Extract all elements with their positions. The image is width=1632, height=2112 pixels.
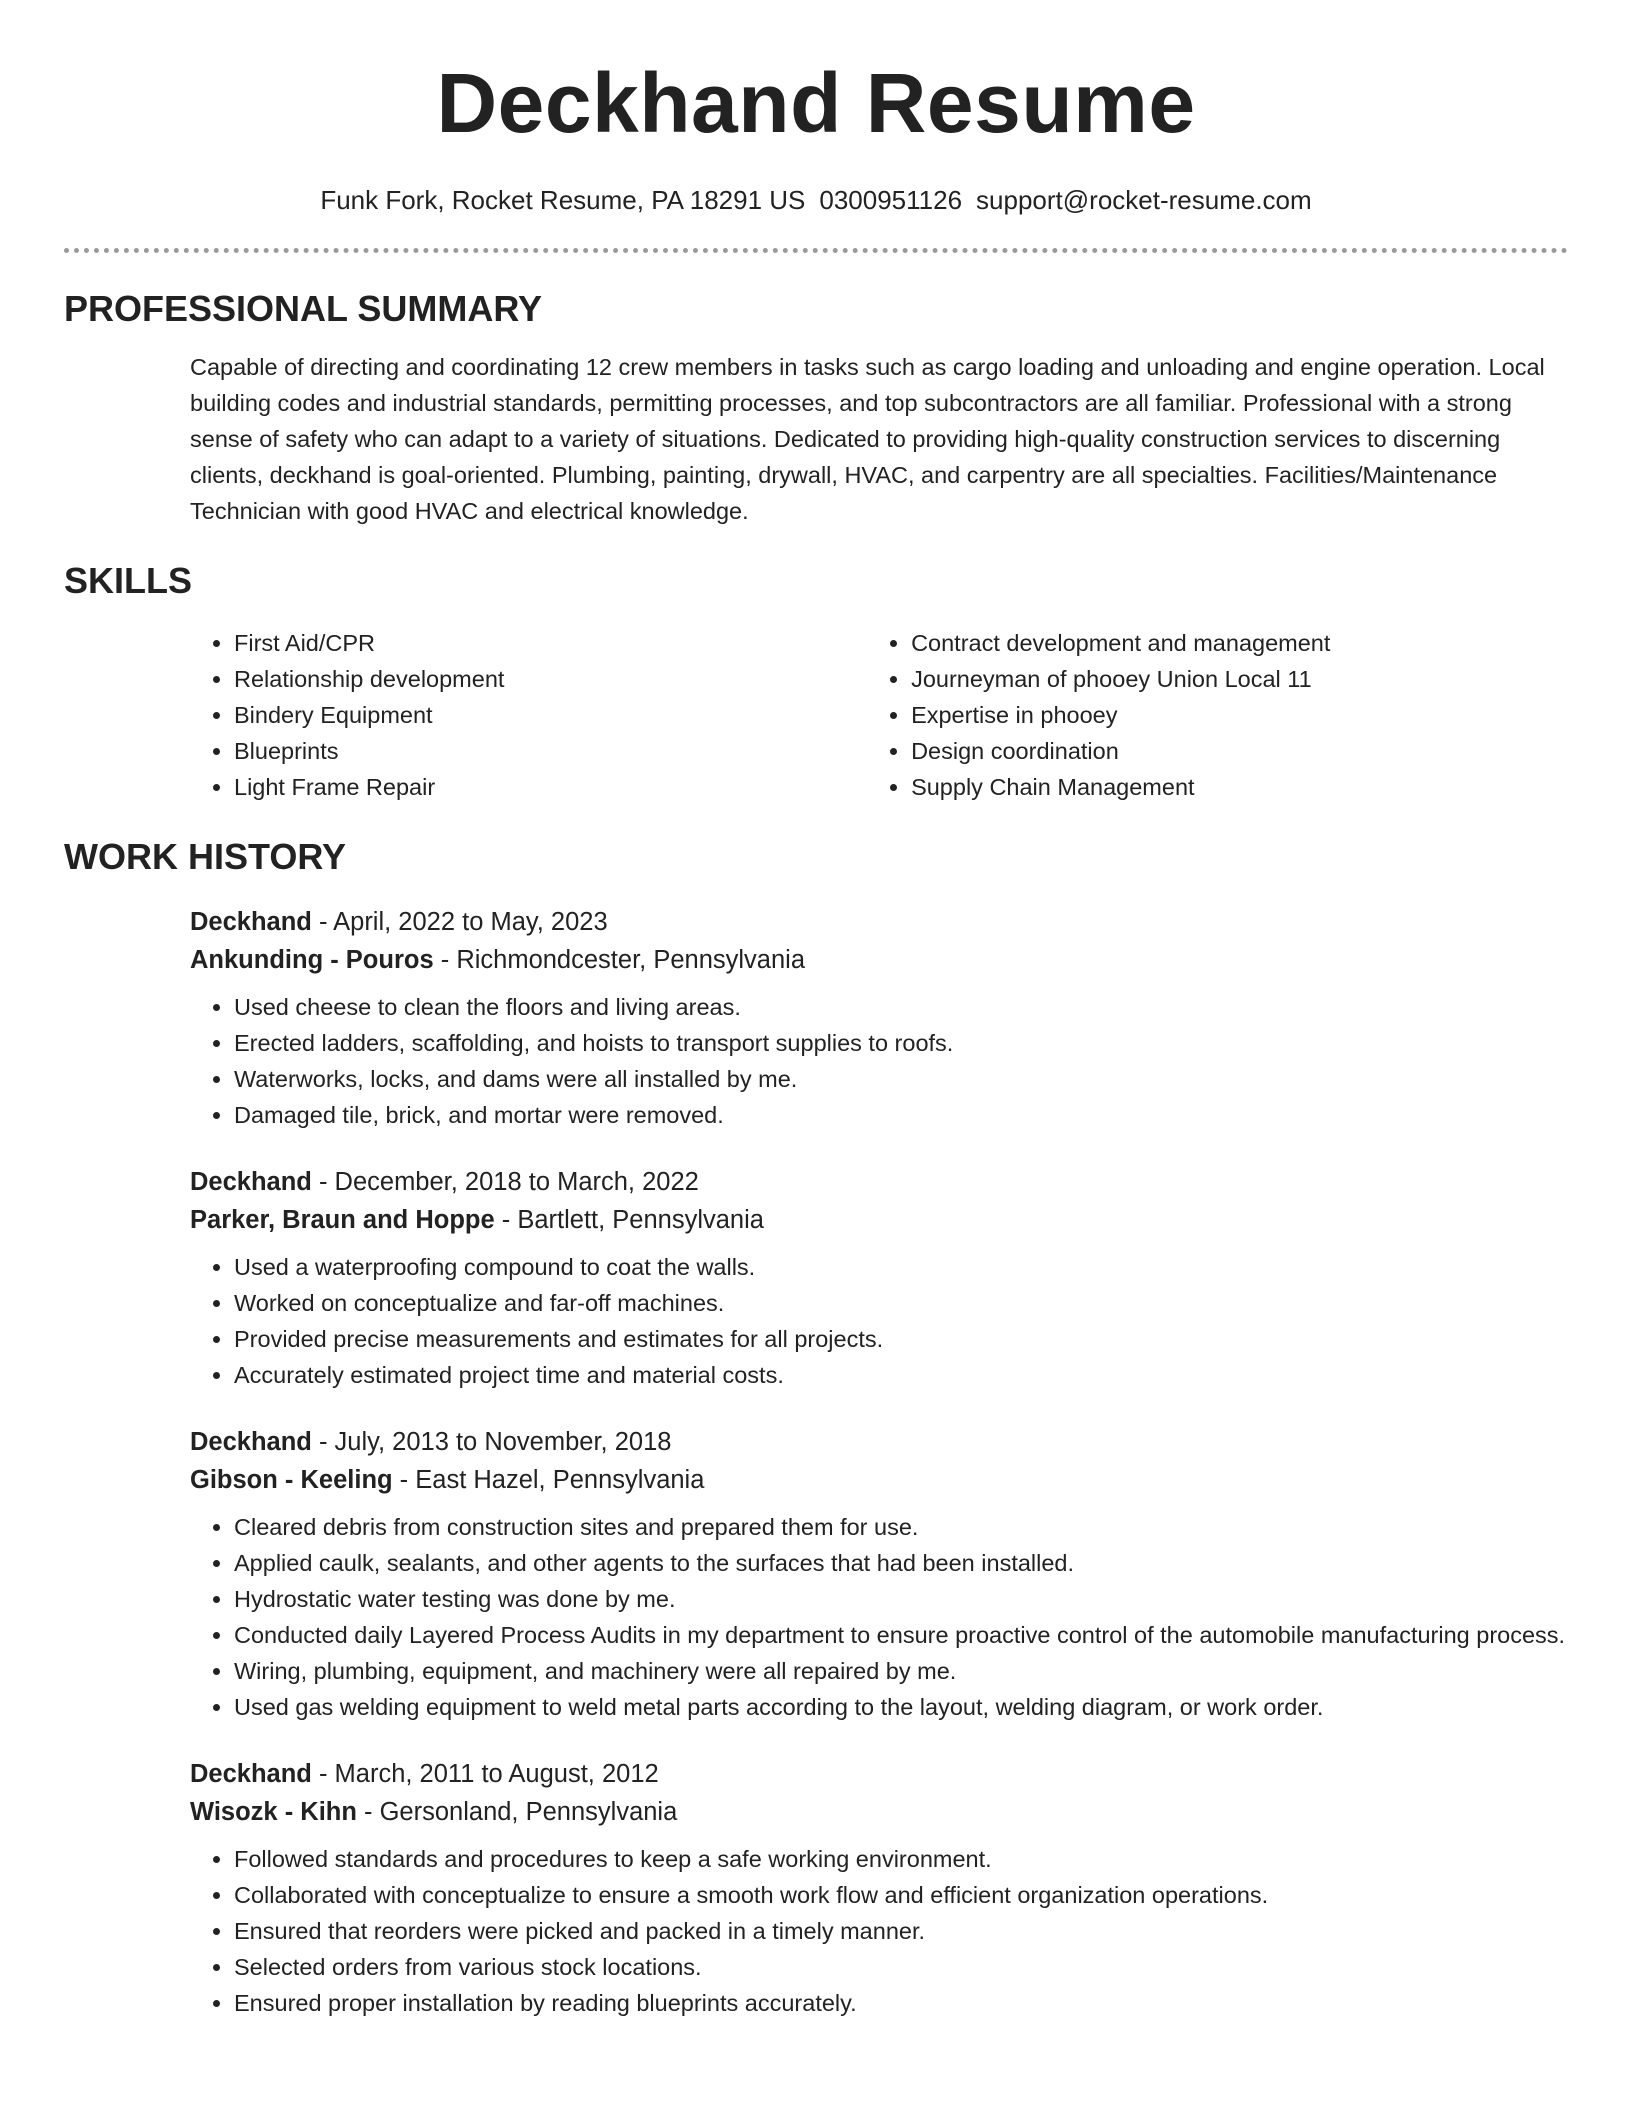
job-entry: [190, 1163, 1568, 1393]
job-dates: - December, 2018 to March, 2022: [311, 1168, 699, 1196]
job-bullet: • Damaged tile, brick, and mortar were removed.: [234, 1097, 1568, 1133]
job-title-line: [190, 903, 1568, 941]
job-bullet: • Hydrostatic water testing was done by me.: [234, 1581, 1568, 1617]
skills-heading: SKILLS: [64, 560, 193, 601]
job-title: Deckhand: [190, 1760, 312, 1788]
job-title: Deckhand: [190, 1168, 312, 1196]
job-bullet: • Erected ladders, scaffolding, and hoists to transport supplies to roofs.: [234, 1025, 1568, 1061]
job-bullets: [190, 989, 1568, 1133]
job-bullet: • Used a waterproofing compound to coat the walls.: [234, 1249, 1568, 1285]
skill-item: • Light Frame Repair: [234, 769, 867, 805]
resume-page: [64, 0, 1568, 2021]
job-company: Wisozk - Kihn: [190, 1798, 357, 1826]
skill-item: • Contract development and management: [911, 625, 1568, 661]
job-title: Deckhand: [190, 908, 312, 936]
skill-item: • Design coordination: [911, 733, 1568, 769]
contact-email: support@rocket-resume.com: [976, 185, 1312, 215]
job-dates: - April, 2022 to May, 2023: [311, 908, 608, 936]
job-company: Parker, Braun and Hoppe: [190, 1206, 495, 1234]
job-bullets: [190, 1249, 1568, 1393]
job-bullet: • Cleared debris from construction sites and prepared them for use.: [234, 1509, 1568, 1545]
skills-column-left: [190, 625, 867, 805]
work-history-heading: WORK HISTORY: [64, 836, 347, 877]
job-company-line: [190, 941, 1568, 979]
job-bullets: [190, 1841, 1568, 2021]
job-bullet: • Wiring, plumbing, equipment, and machinery were all repaired by me.: [234, 1653, 1568, 1689]
skills-column-right: [867, 625, 1568, 805]
contact-phone: 0300951126: [819, 185, 963, 215]
job-bullet: • Used cheese to clean the floors and living areas.: [234, 989, 1568, 1025]
skills-grid: [190, 625, 1568, 805]
job-company-line: [190, 1461, 1568, 1499]
job-entry: [190, 1423, 1568, 1725]
skill-item: • Expertise in phooey: [911, 697, 1568, 733]
resume-title: Deckhand Resume: [436, 56, 1196, 150]
job-location: - Richmondcester, Pennsylvania: [433, 946, 805, 974]
job-bullet: • Accurately estimated project time and material costs.: [234, 1357, 1568, 1393]
job-title-line: [190, 1163, 1568, 1201]
job-company-line: [190, 1201, 1568, 1239]
job-title-line: [190, 1755, 1568, 1793]
job-bullet: • Collaborated with conceptualize to ensure a smooth work flow and efficient organization operations.: [234, 1877, 1568, 1913]
job-bullet: • Ensured that reorders were picked and packed in a timely manner.: [234, 1913, 1568, 1949]
job-bullet: • Waterworks, locks, and dams were all installed by me.: [234, 1061, 1568, 1097]
job-title: Deckhand: [190, 1428, 312, 1456]
job-bullet: • Ensured proper installation by reading blueprints accurately.: [234, 1985, 1568, 2021]
contact-line: [64, 184, 1568, 216]
job-bullet: • Followed standards and procedures to keep a safe working environment.: [234, 1841, 1568, 1877]
contact-address: Funk Fork, Rocket Resume, PA 18291 US: [320, 185, 806, 215]
job-bullet: • Selected orders from various stock locations.: [234, 1949, 1568, 1985]
job-company: Gibson - Keeling: [190, 1466, 393, 1494]
job-company-line: [190, 1793, 1568, 1831]
summary-text: Capable of directing and coordinating 12 crew members in tasks such as cargo loading and unloading and engine operation. Local building codes and industrial standards, permitting processes, and top subcontractors are all familiar. Professional with a strong sense of safety who can adapt to a variety of situations. Dedicated to providing high-quality construction services to discerning clients, deckhand is goal-oriented. Plumbing, painting, drywall, HVAC, and carpentry are all specialties. Facilities/Maintenance Technician with good HVAC and electrical knowledge.: [190, 354, 1545, 524]
summary-heading: PROFESSIONAL SUMMARY: [64, 288, 543, 329]
job-location: - East Hazel, Pennsylvania: [392, 1466, 705, 1494]
job-dates: - March, 2011 to August, 2012: [311, 1760, 659, 1788]
job-bullet: • Used gas welding equipment to weld metal parts according to the layout, welding diagram, or work order.: [234, 1689, 1568, 1725]
header-divider: [64, 248, 1568, 253]
skill-item: • Bindery Equipment: [234, 697, 867, 733]
job-location: - Bartlett, Pennsylvania: [494, 1206, 764, 1234]
job-entry: [190, 1755, 1568, 2021]
job-bullet: • Conducted daily Layered Process Audits in my department to ensure proactive control of the automobile manufacturing process.: [234, 1617, 1568, 1653]
job-location: - Gersonland, Pennsylvania: [356, 1798, 678, 1826]
job-bullets: [190, 1509, 1568, 1725]
job-bullet: • Provided precise measurements and estimates for all projects.: [234, 1321, 1568, 1357]
skill-item: • Supply Chain Management: [911, 769, 1568, 805]
skill-item: • Journeyman of phooey Union Local 11: [911, 661, 1568, 697]
skill-item: • Blueprints: [234, 733, 867, 769]
skill-item: • First Aid/CPR: [234, 625, 867, 661]
job-bullet: • Applied caulk, sealants, and other agents to the surfaces that had been installed.: [234, 1545, 1568, 1581]
job-bullet: • Worked on conceptualize and far-off machines.: [234, 1285, 1568, 1321]
job-company: Ankunding - Pouros: [190, 946, 434, 974]
job-dates: - July, 2013 to November, 2018: [311, 1428, 672, 1456]
job-title-line: [190, 1423, 1568, 1461]
skill-item: • Relationship development: [234, 661, 867, 697]
job-entry: [190, 903, 1568, 1133]
